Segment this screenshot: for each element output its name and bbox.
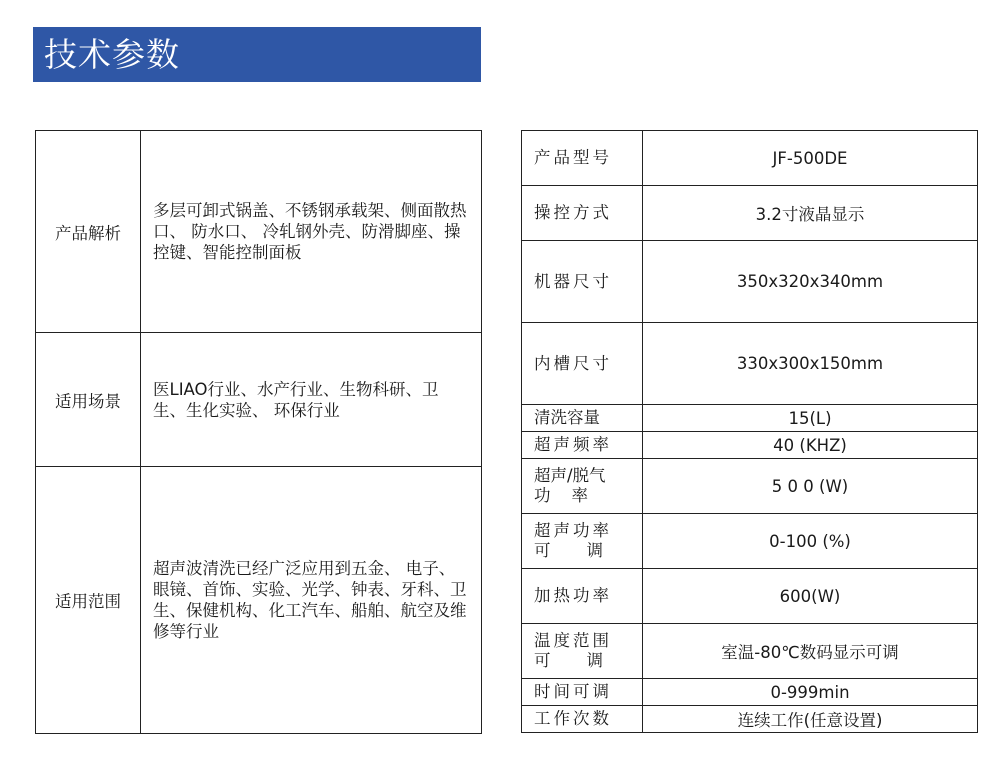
row-label-scope: 适用范围 <box>36 467 141 734</box>
table-row <box>522 432 978 459</box>
spec-value: 0-100 (%) <box>643 514 978 569</box>
spec-value: 15(L) <box>643 405 978 432</box>
spec-table <box>521 130 978 733</box>
page-title: 技术参数 <box>33 27 481 82</box>
spec-label: 加热功率 <box>522 569 643 624</box>
spec-value: 350x320x340mm <box>643 241 978 323</box>
spec-value: 40 (KHZ) <box>643 432 978 459</box>
spec-label: 内槽尺寸 <box>522 323 643 405</box>
spec-label: 清洗容量 <box>522 405 643 432</box>
table-row <box>522 514 978 569</box>
row-text-scope: 超声波清洗已经广泛应用到五金、 电子、 眼镜、首饰、实验、光学、钟表、牙科、卫生、保健机构、化工汽车、船舶、航空及维修等行业 <box>141 467 482 734</box>
spec-value: 600(W) <box>643 569 978 624</box>
table-row <box>522 186 978 241</box>
spec-value: JF-500DE <box>643 131 978 186</box>
spec-label: 机器尺寸 <box>522 241 643 323</box>
row-label-scenarios: 适用场景 <box>36 333 141 467</box>
table-row <box>522 569 978 624</box>
table-row <box>36 131 482 333</box>
table-row <box>522 459 978 514</box>
table-row <box>522 241 978 323</box>
spec-value: 室温-80℃数码显示可调 <box>643 624 978 679</box>
table-row <box>522 706 978 733</box>
table-row <box>522 131 978 186</box>
spec-value: 0-999min <box>643 679 978 706</box>
table-row <box>36 333 482 467</box>
spec-label: 超声频率 <box>522 432 643 459</box>
spec-label: 超声功率 可 调 <box>522 514 643 569</box>
table-row <box>522 679 978 706</box>
spec-value: 5 0 0 (W) <box>643 459 978 514</box>
table-row <box>522 624 978 679</box>
row-label-product-analysis: 产品解析 <box>36 131 141 333</box>
row-text-scenarios: 医LIAO行业、水产行业、生物科研、卫生、生化实验、 环保行业 <box>141 333 482 467</box>
table-row <box>36 467 482 734</box>
spec-label: 超声/脱气 功 率 <box>522 459 643 514</box>
spec-label: 时间可调 <box>522 679 643 706</box>
spec-label: 产品型号 <box>522 131 643 186</box>
spec-value: 330x300x150mm <box>643 323 978 405</box>
table-row <box>522 405 978 432</box>
spec-value: 3.2寸液晶显示 <box>643 186 978 241</box>
table-row <box>522 323 978 405</box>
spec-label: 工作次数 <box>522 706 643 733</box>
spec-label: 温度范围 可 调 <box>522 624 643 679</box>
product-description-table <box>35 130 482 734</box>
spec-label: 操控方式 <box>522 186 643 241</box>
row-text-product-analysis: 多层可卸式锅盖、不锈钢承载架、侧面散热口、 防水口、 冷轧钢外壳、防滑脚座、操控键、智能控制面板 <box>141 131 482 333</box>
spec-value: 连续工作(任意设置) <box>643 706 978 733</box>
